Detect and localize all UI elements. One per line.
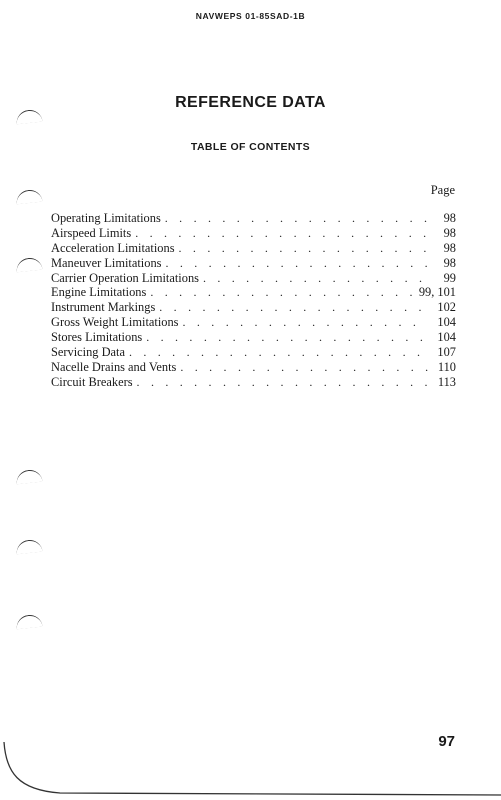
toc-entry <box>51 345 456 360</box>
toc-entry-page: 104 <box>437 330 456 345</box>
toc-entry <box>51 375 456 390</box>
binder-hole-mark <box>15 469 42 485</box>
toc-entry <box>51 360 456 375</box>
leader-dots <box>150 285 415 300</box>
toc-entry-page: 102 <box>437 300 456 315</box>
toc-entry-label: Engine Limitations <box>51 285 147 300</box>
toc-entry-page: 98 <box>443 255 456 270</box>
toc-entry-label: Servicing Data <box>51 345 125 360</box>
leader-dots <box>146 330 428 345</box>
toc-entry-label: Carrier Operation Limitations <box>51 270 199 285</box>
toc-entry <box>51 211 456 226</box>
toc-entry <box>51 226 456 241</box>
toc-entry-label: Nacelle Drains and Vents <box>51 359 177 374</box>
toc-entry <box>51 256 456 271</box>
toc-entry-label: Gross Weight Limitations <box>51 315 179 330</box>
document-code: NAVWEPS 01-85SAD-1B <box>195 11 306 21</box>
toc-entry-page: 98 <box>443 211 456 225</box>
toc-entry-label: Instrument Markings <box>51 300 156 315</box>
toc-entry-page: 107 <box>437 345 456 360</box>
toc-entry-label: Stores Limitations <box>51 330 143 345</box>
page-title: REFERENCE DATA <box>175 94 326 111</box>
leader-dots <box>137 375 428 390</box>
toc-entry-page: 104 <box>437 315 456 330</box>
leader-dots <box>159 300 428 315</box>
binder-hole-mark <box>15 189 42 205</box>
toc-entry-page: 98 <box>443 225 456 240</box>
binder-hole-mark <box>15 257 42 273</box>
toc-entry-page: 98 <box>443 240 456 255</box>
toc-entry-page: 113 <box>437 374 456 389</box>
toc-entry-page: 99 <box>443 270 456 285</box>
toc-entry <box>51 315 456 330</box>
toc-entry <box>51 271 456 286</box>
table-of-contents <box>51 211 456 390</box>
leader-dots <box>165 256 428 271</box>
leader-dots <box>129 345 428 360</box>
toc-entry <box>51 241 456 256</box>
page-column-label: Page <box>430 183 455 197</box>
toc-entry <box>51 285 456 300</box>
page-number: 97 <box>438 733 455 750</box>
toc-entry-label: Maneuver Limitations <box>51 255 162 270</box>
binder-hole-mark <box>15 614 42 630</box>
leader-dots <box>179 241 428 256</box>
toc-entry <box>51 330 456 345</box>
toc-entry-label: Operating Limitations <box>51 211 161 225</box>
binder-hole-mark <box>15 539 42 555</box>
toc-entry-page: 99, 101 <box>418 285 456 300</box>
page-edge-curve <box>0 742 501 798</box>
toc-entry-page: 110 <box>437 359 456 374</box>
leader-dots <box>135 226 428 241</box>
toc-entry-label: Airspeed Limits <box>51 225 132 240</box>
leader-dots <box>183 315 429 330</box>
leader-dots <box>203 271 428 286</box>
leader-dots <box>165 211 428 226</box>
section-subtitle: TABLE OF CONTENTS <box>190 141 311 153</box>
toc-entry-label: Circuit Breakers <box>51 374 133 389</box>
leader-dots <box>180 360 428 375</box>
toc-entry <box>51 300 456 315</box>
toc-entry-label: Acceleration Limitations <box>51 240 175 255</box>
